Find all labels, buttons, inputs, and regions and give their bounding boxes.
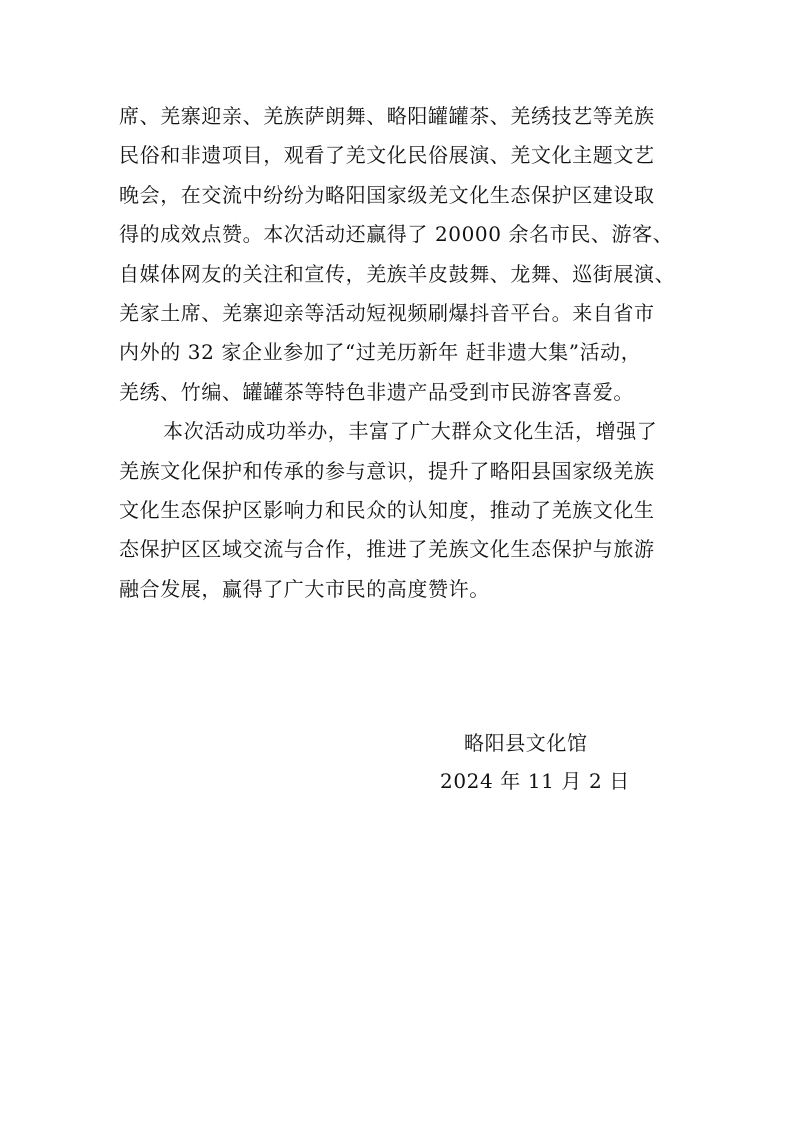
text-line: 羌绣、竹编、罐罐茶等特色非遗产品受到市民游客喜爱。 <box>119 379 634 404</box>
text-line: 席、羌寨迎亲、羌族萨朗舞、略阳罐罐茶、羌绣技艺等羌族 <box>119 104 655 128</box>
signature-block <box>440 724 700 800</box>
signature-date: 2024 年 11 月 2 日 <box>440 769 630 793</box>
text-line: 羌家土席、羌寨迎亲等活动短视频刷爆抖音平台。来自省市 <box>119 300 655 325</box>
text-line: 内外的 32 家企业参加了“过羌历新年 赶非遗大集”活动， <box>119 340 642 365</box>
text-line: 文化生态保护区影响力和民众的认知度，推动了羌族文化生 <box>119 497 655 522</box>
signature-organization: 略阳县文化馆 <box>464 731 588 755</box>
document-body <box>119 97 691 609</box>
paragraph-2 <box>119 412 691 609</box>
paragraph-1 <box>119 97 691 412</box>
text-line: 融合发展，赢得了广大市民的高度赞许。 <box>119 576 490 601</box>
text-line: 自媒体网友的关注和宣传，羌族羊皮鼓舞、龙舞、巡街展演、 <box>119 261 676 286</box>
text-line: 本次活动成功举办，丰富了广大群众文化生活，增强了 <box>163 419 658 444</box>
text-line: 得的成效点赞。本次活动还赢得了 20000 余名市民、游客、 <box>119 222 674 247</box>
text-line: 态保护区区域交流与合作，推进了羌族文化生态保护与旅游 <box>119 537 655 562</box>
text-line: 晚会，在交流中纷纷为略阳国家级羌文化生态保护区建设取 <box>119 182 655 207</box>
text-line: 羌族文化保护和传承的参与意识，提升了略阳县国家级羌族 <box>119 458 655 483</box>
text-line: 民俗和非遗项目，观看了羌文化民俗展演、羌文化主题文艺 <box>119 143 655 168</box>
